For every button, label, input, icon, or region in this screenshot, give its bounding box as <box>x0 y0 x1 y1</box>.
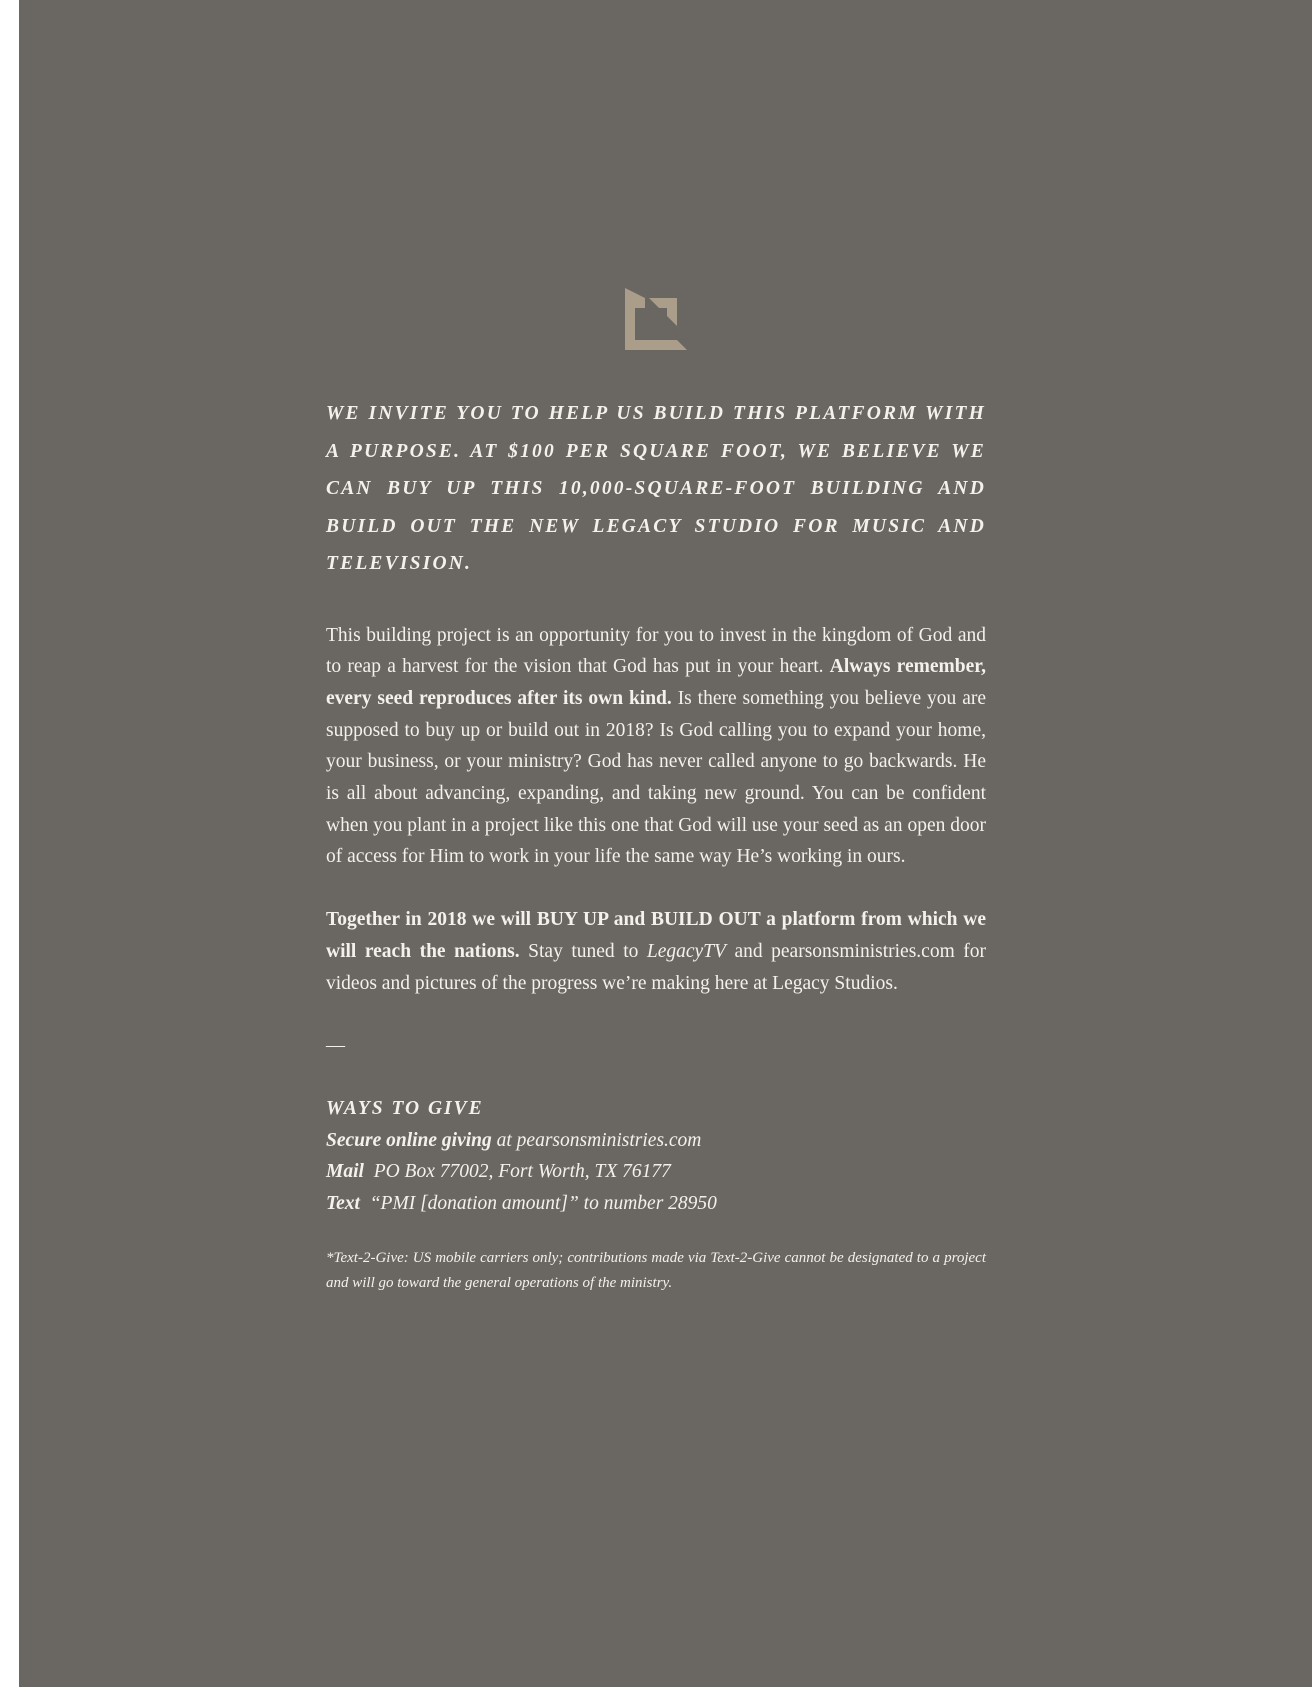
mail-value: PO Box 77002, Fort Worth, TX 76177 <box>373 1161 671 1183</box>
text-value: “PMI [donation amount]” to number 28950 <box>369 1192 717 1214</box>
ways-to-give <box>326 1093 986 1219</box>
mail-label: Mail <box>326 1161 364 1183</box>
legacytv-name: LegacyTV <box>646 940 726 962</box>
online-giving-label: Secure online giving <box>326 1129 492 1151</box>
text-label: Text <box>326 1192 360 1214</box>
paragraph-intro: This building project is an opportunity for you to invest in the kingdom of God and to reap a harvest for the vision that God has put in your heart. <box>326 624 986 678</box>
mail-line <box>326 1156 986 1188</box>
paragraph-emphasis: Always remember, every seed reproduces after its own kind. <box>326 656 986 709</box>
ways-to-give-title: WAYS TO GIVE <box>326 1098 484 1120</box>
appeal-content <box>326 395 986 1311</box>
paragraph-body: Is there something you believe you are supposed to buy up or build out in 2018? Is God calling you to expand your home, your business, or your ministry? God has never called anyone to go backwards. He is all about advancing, expanding, and taking new ground. You can be confident when you plant in a project like this one that God will use your seed as an open door of access for Him to work in your life the same way He’s working in ours. <box>326 687 987 868</box>
paragraph-together <box>326 904 986 999</box>
text-line <box>326 1188 986 1220</box>
stay-tuned-text: Stay tuned to <box>528 940 639 962</box>
legacy-logo-icon <box>625 288 687 350</box>
divider-dash: — <box>326 1035 345 1057</box>
online-giving-line <box>326 1125 986 1157</box>
online-giving-value: at pearsonsministries.com <box>496 1129 702 1151</box>
text-to-give-footnote: *Text-2-Give: US mobile carriers only; contributions made via Text-2-Give cannot be designated to a project and will go toward the general operations of the ministry. <box>326 1250 986 1292</box>
together-emphasis: Together in 2018 we will BUY UP and BUILD OUT a platform from which we will reach the nations. <box>326 909 986 962</box>
page <box>19 0 1312 1687</box>
progress-text: and pearsonsministries.com for videos and pictures of the progress we’re making here at Legacy Studios. <box>326 940 986 994</box>
headline: WE INVITE YOU TO HELP US BUILD THIS PLATFORM WITH A PURPOSE. AT $100 PER SQUARE FOOT, WE BELIEVE WE CAN BUY UP THIS 10,000-SQUARE-FOOT BUILDING AND BUILD OUT THE NEW LEGACY STUDIO FOR MUSIC AND TELEVISION. <box>326 403 986 574</box>
paragraph-invest <box>326 620 986 874</box>
